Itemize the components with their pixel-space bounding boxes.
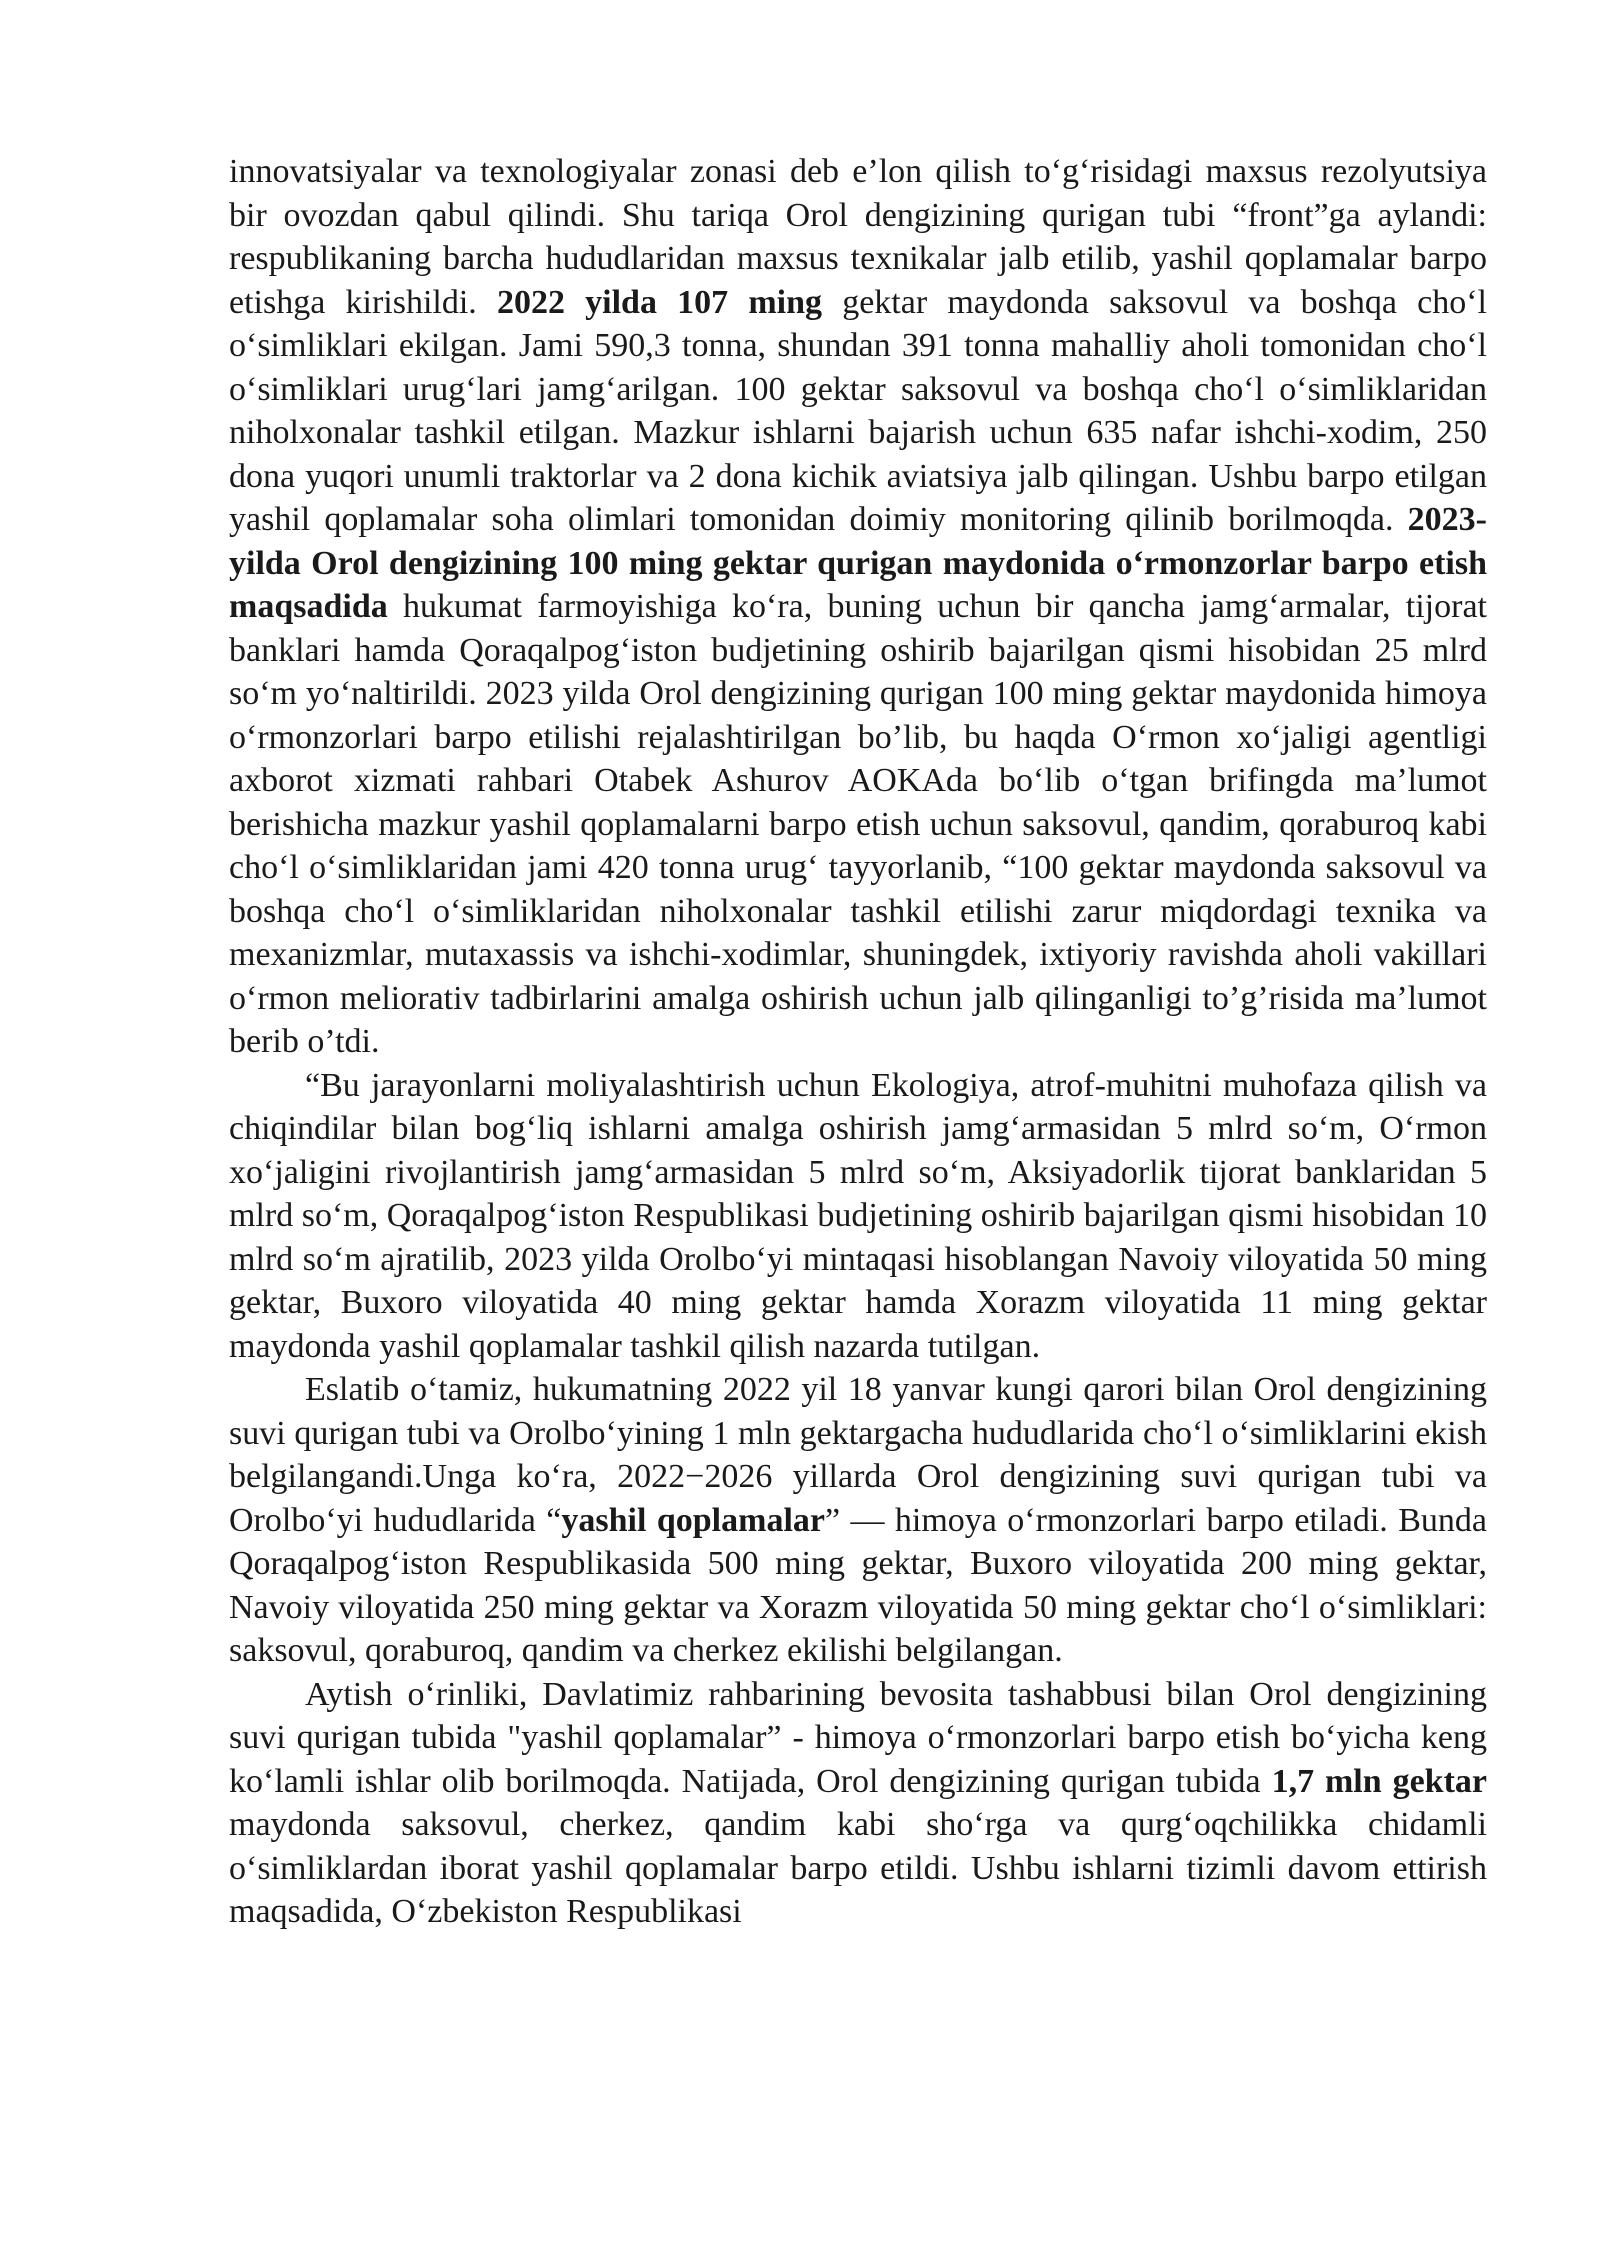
paragraph-1-bold-2022: 2022 yilda 107 ming [496,283,823,321]
paragraph-3-text-a: Eslatib o‘tamiz, hukumatning 2022 yil 18 yanvar kungi qarori bilan Orol dengizining suvi qurigan tubi va Orolbo‘yining 1 mln gektargacha hududlarida cho‘l o‘simliklarini ekish belgilangandi.Unga ko‘ra, 2022−2026 yillarda Orol dengizining suvi qurigan tubi va Orolbo‘yi hududlarida “ [229,1371,1487,1539]
paragraph-1 [229,150,1487,1064]
document-page [229,150,1487,1934]
paragraph-3-text-b: ” — himoya o‘rmonzorlari barpo etiladi. Bunda Qoraqalpog‘iston Respublikasida 500 ming gektar, Buxoro viloyatida 200 ming gektar, Navoiy viloyatida 250 ming gektar va Xorazm viloyatida 50 ming gektar cho‘l o‘simliklari: saksovul, qoraburoq, qandim va cherkez ekilishi belgilangan. [229,1501,1487,1669]
paragraph-2 [229,1064,1487,1369]
paragraph-4-text-a: Aytish o‘rinliki, Davlatimiz rahbarining bevosita tashabbusi bilan Orol dengizining suvi qurigan tubida "yashil qoplamalar” - himoya o‘rmonzorlari barpo etish bo‘yicha keng ko‘lamli ishlar olib borilmoqda. Natijada, Orol dengizining qurigan tubida [229,1675,1487,1800]
paragraph-2-text: “Bu jarayonlarni moliyalashtirish uchun Ekologiya, atrof-muhitni muhofaza qilish va chiqindilar bilan bog‘liq ishlarni amalga oshirish jamg‘armasidan 5 mlrd so‘m, O‘rmon xo‘jaligini rivojlantirish jamg‘armasidan 5 mlrd so‘m, Aksiyadorlik tijorat banklaridan 5 mlrd so‘m, Qoraqalpog‘iston Respublikasi budjetining oshirib bajarilgan qismi hisobidan 10 mlrd so‘m ajratilib, 2023 yilda Orolbo‘yi mintaqasi hisoblangan Navoiy viloyatida 50 ming gektar, Buxoro viloyatida 40 ming gektar hamda Xorazm viloyatida 11 ming gektar maydonda yashil qoplamalar tashkil qilish nazarda tutilgan. [229,1066,1487,1365]
paragraph-4-text-b: maydonda saksovul, cherkez, qandim kabi sho‘rga va qurg‘oqchilikka chidamli o‘simliklardan iborat yashil qoplamalar barpo etildi. Ushbu ishlarni tizimli davom ettirish maqsadida, O‘zbekiston Respublikasi [229,1806,1487,1930]
paragraph-4-bold-area: 1,7 mln gektar [1271,1762,1488,1800]
paragraph-1-bold-2023: 2023-yilda Orol dengizining 100 ming gektar qurigan maydonida o‘rmonzorlar barpo etish maqsadida [229,501,1487,625]
paragraph-1-text-a: innovatsiyalar va texnologiyalar zonasi deb e’lon qilish to‘g‘risidagi maxsus rezolyutsiya bir ovozdan qabul qilindi. Shu tariqa Orol dengizining qurigan tubi “front”ga aylandi: respublikaning barcha hududlaridan maxsus texnikalar jalb etilib, yashil qoplamalar barpo etishga kirishildi. [229,153,1487,321]
paragraph-1-text-c: hukumat farmoyishiga ko‘ra, buning uchun bir qancha jamg‘armalar, tijorat banklari hamda Qoraqalpog‘iston budjetining oshirib bajarilgan qismi hisobidan 25 mlrd so‘m yo‘naltirildi. 2023 yilda Orol dengizining qurigan 100 ming gektar maydonida himoya o‘rmonzorlari barpo etilishi rejalashtirilgan bo’lib, bu haqda O‘rmon xo‘jaligi agentligi axborot xizmati rahbari Otabek Ashurov AOKAda bo‘lib o‘tgan brifingda ma’lumot berishicha mazkur yashil qoplamalarni barpo etish uchun saksovul, qandim, qoraburoq kabi cho‘l o‘simliklaridan jami 420 tonna urug‘ tayyorlanib, “100 gektar maydonda saksovul va boshqa cho‘l o‘simliklaridan niholxonalar tashkil etilishi zarur miqdordagi texnika va mexanizmlar, mutaxassis va ishchi-xodimlar, shuningdek, ixtiyoriy ravishda aholi vakillari o‘rmon meliorativ tadbirlarini amalga oshirish uchun jalb qilinganligi to’g’risida ma’lumot berib o’tdi. [229,588,1487,1060]
paragraph-4 [229,1673,1487,1934]
paragraph-3-bold-yashil: yashil qoplamalar [561,1501,825,1539]
paragraph-1-text-b: gektar maydonda saksovul va boshqa cho‘l o‘simliklari ekilgan. Jami 590,3 tonna, shundan 391 tonna mahalliy aholi tomonidan cho‘l o‘simliklari urug‘lari jamg‘arilgan. 100 gektar saksovul va boshqa cho‘l o‘simliklaridan niholxonalar tashkil etilgan. Mazkur ishlarni bajarish uchun 635 nafar ishchi-xodim, 250 dona yuqori unumli traktorlar va 2 dona kichik aviatsiya jalb qilingan. Ushbu barpo etilgan yashil qoplamalar soha olimlari tomonidan doimiy monitoring qilinib borilmoqda. [229,283,1487,538]
paragraph-3 [229,1368,1487,1673]
